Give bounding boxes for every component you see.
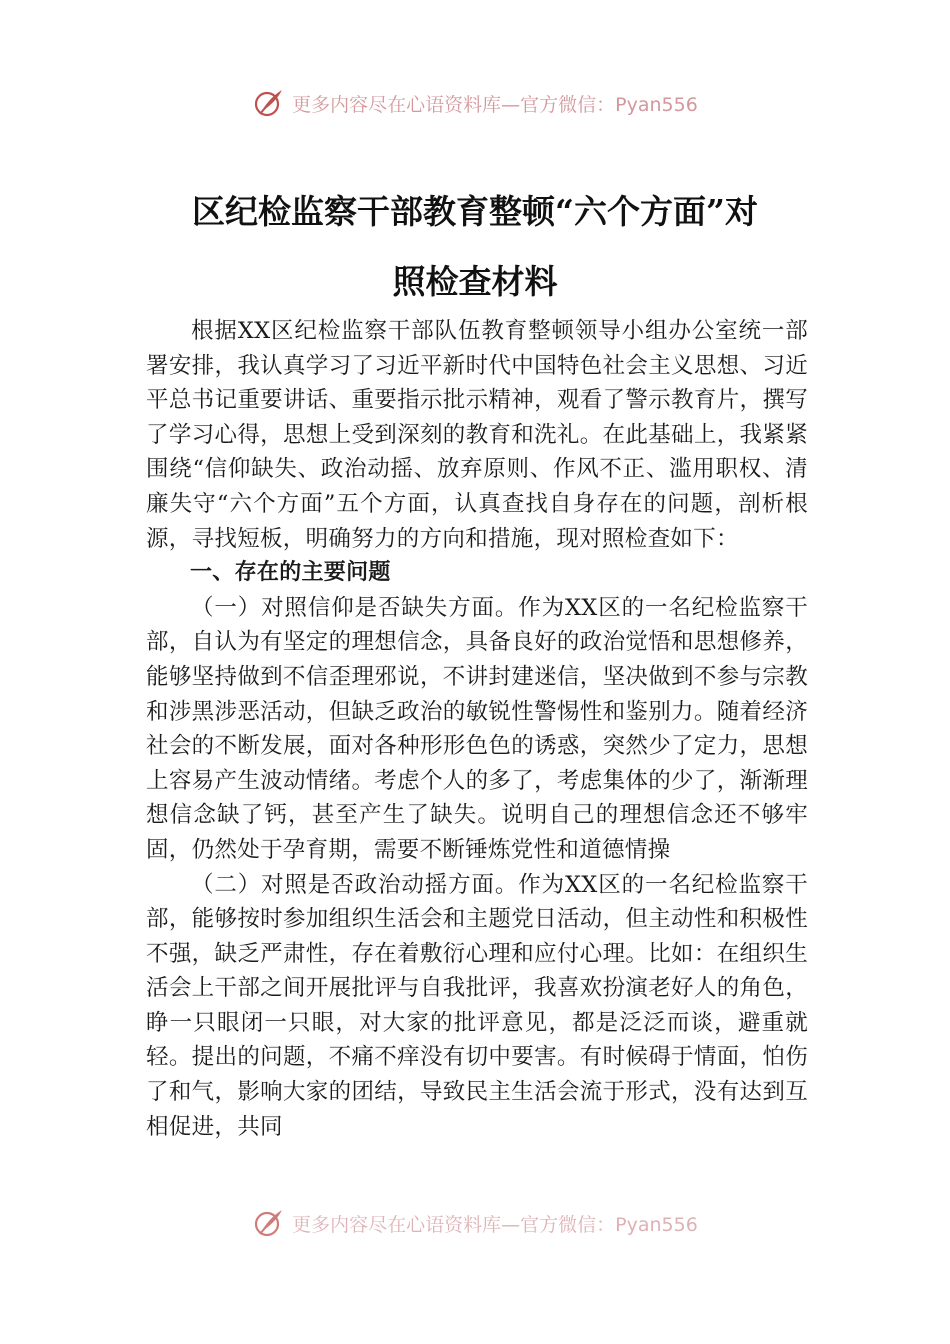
watermark-text: 更多内容尽在心语资料库—官方微信：Pyan556 [292, 93, 698, 116]
section-heading: 一、存在的主要问题 [190, 560, 391, 586]
feather-pen-logo-icon [252, 86, 286, 120]
watermark-footer [0, 1206, 950, 1240]
document-title-line-2: 照检查材料 [392, 262, 558, 301]
watermark-text: 更多内容尽在心语资料库—官方微信：Pyan556 [292, 1213, 698, 1236]
document-title-line-1: 区纪检监察干部教育整顿“六个方面”对 [192, 192, 758, 231]
document-body [146, 314, 808, 1144]
intro-paragraph: 根据XX区纪检监察干部队伍教育整顿领导小组办公室统一部署安排，我认真学习了习近平新时代中国特色社会主义思想、习近平总书记重要讲话、重要指示批示精神，观看了警示教育片，撰写了学习心得，思想上受到深刻的教育和洗礼。在此基础上，我紧紧围绕“信仰缺失、政治动摇、放弃原则、作风不正、滥用职权、清廉失守“六个方面”五个方面，认真查找自身存在的问题，剖析根源，寻找短板，明确努力的方向和措施，现对照检查如下： [146, 318, 808, 552]
watermark-header [0, 86, 950, 120]
paragraph-2: （二）对照是否政治动摇方面。作为XX区的一名纪检监察干部，能够按时参加组织生活会和主题党日活动，但主动性和积极性不强，缺乏严肃性，存在着敷衍心理和应付心理。比如：在组织生活会上干部之间开展批评与自我批评，我喜欢扮演老好人的角色，睁一只眼闭一只眼，对大家的批评意见，都是泛泛而谈，避重就轻。提出的问题，不痛不痒没有切中要害。有时候碍于情面，怕伤了和气，影响大家的团结，导致民主生活会流于形式，没有达到互相促进，共同 [146, 871, 808, 1140]
feather-pen-logo-icon [252, 1206, 286, 1240]
paragraph-1: （一）对照信仰是否缺失方面。作为XX区的一名纪检监察干部，自认为有坚定的理想信念，具备良好的政治觉悟和思想修养，能够坚持做到不信歪理邪说，不讲封建迷信，坚决做到不参与宗教和涉黑涉恶活动，但缺乏政治的敏锐性警惕性和鉴别力。随着经济社会的不断发展，面对各种形形色色的诱惑，突然少了定力，思想上容易产生波动情绪。考虑个人的多了，考虑集体的少了，渐渐理想信念缺了钙，甚至产生了缺失。说明自己的理想信念还不够牢固，仍然处于孕育期，需要不断锤炼党性和道德情操 [146, 594, 808, 863]
